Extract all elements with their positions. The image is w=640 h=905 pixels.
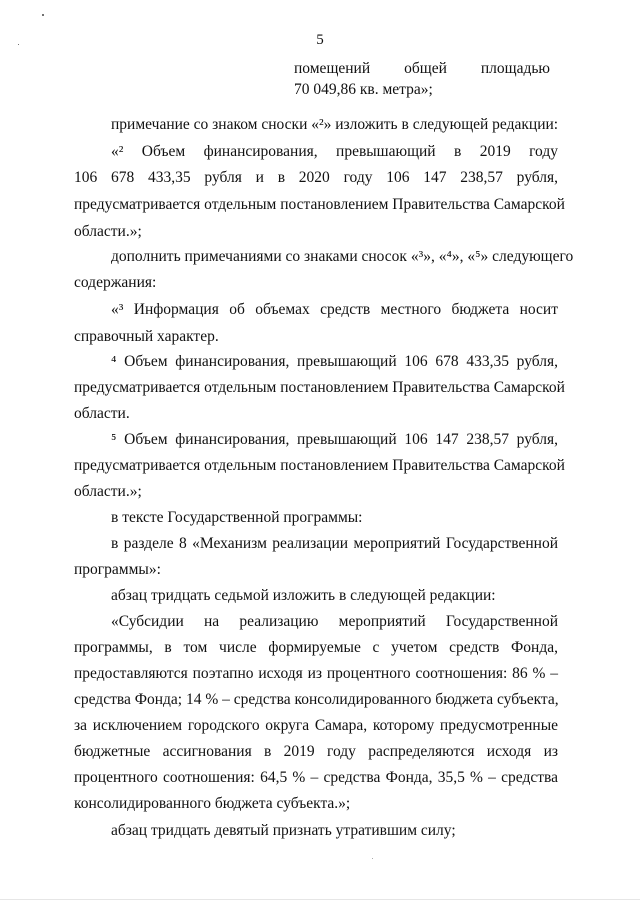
- scan-edge: [0, 899, 640, 900]
- text-line: предусматривается отдельным постановлением Правительства Самарской: [74, 196, 565, 213]
- text-line: содержания:: [74, 274, 157, 291]
- text-line: бюджетные ассигнования в 2019 году распределяются исходя из: [74, 743, 558, 760]
- text-line: предусматривается отдельным постановлением Правительства Самарской: [74, 379, 565, 396]
- text-line: справочный характер.: [74, 328, 219, 345]
- text-line: абзац тридцать девятый признать утратившим силу;: [111, 822, 456, 839]
- text-line: процентного соотношения: 64,5 % – средства Фонда, 35,5 % – средства: [74, 769, 558, 786]
- text-line: абзац тридцать седьмой изложить в следующей редакции:: [111, 587, 496, 604]
- text-line: предусматривается отдельным постановлением Правительства Самарской: [74, 457, 565, 474]
- text-line: предоставляются поэтапно исходя из процентного соотношения: 86 % –: [74, 665, 558, 682]
- text-line: программы»:: [74, 561, 161, 578]
- text-line: ⁵ Объем финансирования, превышающий 106 147 238,57 рубля,: [111, 431, 558, 448]
- text-line: помещений общей площадью: [294, 60, 550, 77]
- text-line: «² Объем финансирования, превышающий в 2019 году: [111, 143, 558, 160]
- text-line: 70 049,86 кв. метра»;: [294, 81, 433, 98]
- text-line: области.»;: [74, 483, 142, 500]
- text-line: «Субсидии на реализацию мероприятий Государственной: [111, 613, 558, 630]
- text-line: «³ Информация об объемах средств местного бюджета носит: [111, 301, 558, 318]
- text-line: за исключением городского округа Самара, которому предусмотренные: [74, 717, 558, 734]
- scan-speck: [372, 858, 373, 859]
- text-line: области.»;: [74, 223, 142, 240]
- text-line: области.: [74, 405, 130, 422]
- text-line: в разделе 8 «Механизм реализации мероприятий Государственной: [111, 535, 558, 552]
- text-line: 106 678 433,35 рубля и в 2020 году 106 147 238,57 рубля,: [74, 169, 558, 186]
- text-line: дополнить примечаниями со знаками сносок «³», «⁴», «⁵» следующего: [111, 248, 574, 265]
- text-line: программы, в том числе формируемые с учетом средств Фонда,: [74, 639, 558, 656]
- text-line: примечание со знаком сноски «²» изложить в следующей редакции:: [111, 116, 559, 133]
- text-line: консолидированного бюджета субъекта.»;: [74, 795, 351, 812]
- text-line: средства Фонда; 14 % – средства консолидированного бюджета субъекта,: [74, 691, 559, 708]
- text-line: в тексте Государственной программы:: [111, 509, 363, 526]
- text-line: ⁴ Объем финансирования, превышающий 106 678 433,35 рубля,: [111, 353, 558, 370]
- scan-speck: [18, 44, 19, 45]
- page-number: 5: [316, 32, 324, 48]
- scan-speck: [42, 14, 44, 16]
